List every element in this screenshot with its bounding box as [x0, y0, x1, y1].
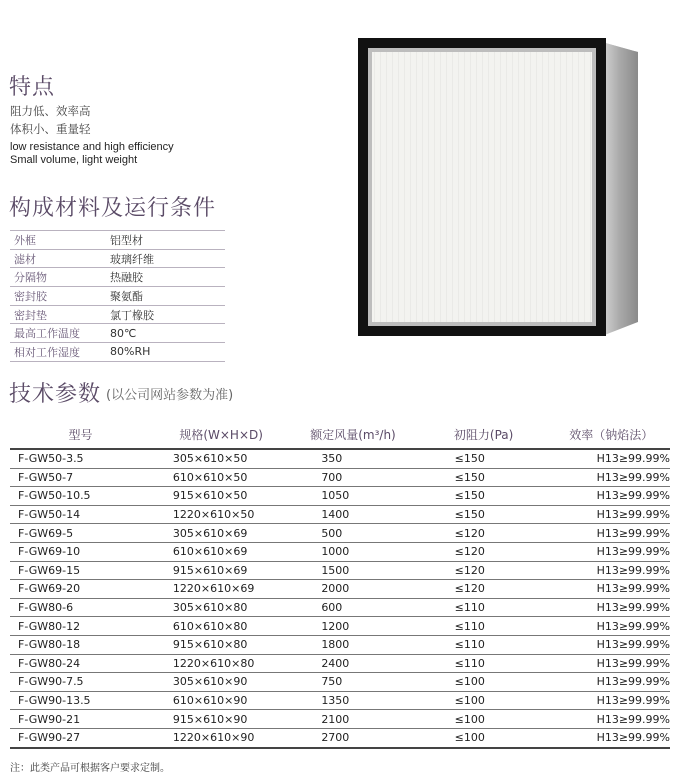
feature-en-line: low resistance and high efficiency	[10, 141, 174, 153]
table-row	[10, 542, 670, 561]
table-row	[10, 561, 670, 580]
table-row	[10, 710, 670, 729]
cell-size: 1220×610×80	[151, 654, 291, 673]
footnote: 注：此类产品可根据客户要求定制。	[10, 763, 170, 774]
material-label: 最高工作温度	[10, 324, 106, 343]
cell-efficiency: H13≥99.99%	[553, 542, 670, 561]
table-row	[10, 598, 670, 617]
tech-heading: 技术参数	[9, 382, 102, 407]
cell-efficiency: H13≥99.99%	[553, 598, 670, 617]
cell-airflow: 700	[291, 468, 414, 487]
table-row	[10, 691, 670, 710]
table-row	[10, 728, 670, 747]
cell-size: 610×610×50	[151, 468, 291, 487]
table-row	[10, 580, 670, 599]
material-label: 密封垫	[10, 305, 106, 324]
cell-efficiency: H13≥99.99%	[553, 691, 670, 710]
materials-row	[10, 249, 225, 268]
cell-size: 305×610×50	[151, 449, 291, 468]
cell-resistance: ≤100	[415, 728, 553, 747]
cell-model: F-GW80-6	[10, 598, 151, 617]
cell-resistance: ≤110	[415, 635, 553, 654]
material-label: 密封胶	[10, 287, 106, 306]
cell-resistance: ≤120	[415, 580, 553, 599]
cell-model: F-GW80-18	[10, 635, 151, 654]
material-value: 80%RH	[106, 343, 225, 362]
materials-row	[10, 268, 225, 287]
material-value: 热融胶	[106, 268, 225, 287]
cell-efficiency: H13≥99.99%	[553, 728, 670, 747]
filter-product-image	[356, 34, 646, 340]
cell-resistance: ≤120	[415, 542, 553, 561]
filter-media	[372, 52, 592, 322]
cell-model: F-GW90-7.5	[10, 673, 151, 692]
table-row	[10, 468, 670, 487]
cell-airflow: 500	[291, 524, 414, 543]
cell-size: 915×610×80	[151, 635, 291, 654]
col-header-efficiency: 效率（钠焰法）	[553, 420, 670, 449]
cell-efficiency: H13≥99.99%	[553, 449, 670, 468]
cell-size: 1220×610×69	[151, 580, 291, 599]
table-row	[10, 524, 670, 543]
material-label: 外框	[10, 231, 106, 250]
cell-resistance: ≤150	[415, 505, 553, 524]
cell-resistance: ≤150	[415, 449, 553, 468]
cell-model: F-GW69-10	[10, 542, 151, 561]
cell-airflow: 2400	[291, 654, 414, 673]
col-header-model: 型号	[10, 420, 151, 449]
feature-cn-line: 阻力低、效率高	[10, 104, 91, 118]
material-label: 相对工作湿度	[10, 343, 106, 362]
cell-efficiency: H13≥99.99%	[553, 561, 670, 580]
cell-model: F-GW50-14	[10, 505, 151, 524]
cell-airflow: 1000	[291, 542, 414, 561]
cell-airflow: 1200	[291, 617, 414, 636]
material-label: 滤材	[10, 249, 106, 268]
materials-heading: 构成材料及运行条件	[9, 196, 217, 221]
cell-model: F-GW50-3.5	[10, 449, 151, 468]
materials-row	[10, 343, 225, 362]
cell-size: 1220×610×90	[151, 728, 291, 747]
material-value: 聚氨酯	[106, 287, 225, 306]
feature-cn-line: 体积小、重量轻	[10, 122, 91, 136]
cell-resistance: ≤150	[415, 487, 553, 506]
cell-efficiency: H13≥99.99%	[553, 524, 670, 543]
cell-airflow: 350	[291, 449, 414, 468]
cell-size: 305×610×90	[151, 673, 291, 692]
cell-airflow: 1050	[291, 487, 414, 506]
tech-note: (以公司网站参数为准)	[106, 388, 234, 403]
cell-efficiency: H13≥99.99%	[553, 673, 670, 692]
cell-efficiency: H13≥99.99%	[553, 710, 670, 729]
cell-model: F-GW80-24	[10, 654, 151, 673]
cell-airflow: 2000	[291, 580, 414, 599]
materials-row	[10, 231, 225, 250]
cell-airflow: 1400	[291, 505, 414, 524]
params-table	[10, 420, 670, 749]
feature-en-line: Small volume, light weight	[10, 154, 138, 166]
cell-airflow: 1800	[291, 635, 414, 654]
cell-model: F-GW90-13.5	[10, 691, 151, 710]
cell-size: 915×610×50	[151, 487, 291, 506]
table-row	[10, 505, 670, 524]
col-header-airflow: 额定风量(m³/h)	[291, 420, 414, 449]
params-header-row	[10, 420, 670, 449]
cell-airflow: 2100	[291, 710, 414, 729]
materials-table	[10, 230, 225, 362]
cell-airflow: 600	[291, 598, 414, 617]
material-value: 80℃	[106, 324, 225, 343]
cell-size: 610×610×69	[151, 542, 291, 561]
cell-resistance: ≤100	[415, 691, 553, 710]
cell-resistance: ≤150	[415, 468, 553, 487]
cell-size: 610×610×90	[151, 691, 291, 710]
cell-efficiency: H13≥99.99%	[553, 468, 670, 487]
col-header-size: 规格(W×H×D)	[151, 420, 291, 449]
cell-model: F-GW90-27	[10, 728, 151, 747]
cell-efficiency: H13≥99.99%	[553, 635, 670, 654]
cell-model: F-GW50-7	[10, 468, 151, 487]
cell-efficiency: H13≥99.99%	[553, 617, 670, 636]
cell-model: F-GW90-21	[10, 710, 151, 729]
cell-model: F-GW80-12	[10, 617, 151, 636]
cell-size: 610×610×80	[151, 617, 291, 636]
materials-row	[10, 324, 225, 343]
cell-size: 305×610×69	[151, 524, 291, 543]
cell-resistance: ≤110	[415, 654, 553, 673]
cell-model: F-GW69-20	[10, 580, 151, 599]
table-row	[10, 673, 670, 692]
materials-row	[10, 287, 225, 306]
cell-efficiency: H13≥99.99%	[553, 505, 670, 524]
material-value: 玻璃纤维	[106, 249, 225, 268]
col-header-resistance: 初阻力(Pa)	[415, 420, 553, 449]
cell-resistance: ≤110	[415, 598, 553, 617]
cell-airflow: 750	[291, 673, 414, 692]
cell-model: F-GW69-5	[10, 524, 151, 543]
material-value: 氯丁橡胶	[106, 305, 225, 324]
table-row	[10, 487, 670, 506]
cell-airflow: 1500	[291, 561, 414, 580]
frame-side-face	[602, 42, 638, 336]
cell-size: 915×610×90	[151, 710, 291, 729]
cell-airflow: 1350	[291, 691, 414, 710]
material-label: 分隔物	[10, 268, 106, 287]
cell-resistance: ≤120	[415, 524, 553, 543]
cell-model: F-GW69-15	[10, 561, 151, 580]
cell-size: 915×610×69	[151, 561, 291, 580]
cell-size: 1220×610×50	[151, 505, 291, 524]
cell-resistance: ≤100	[415, 710, 553, 729]
cell-efficiency: H13≥99.99%	[553, 654, 670, 673]
table-row	[10, 449, 670, 468]
cell-resistance: ≤110	[415, 617, 553, 636]
table-row	[10, 654, 670, 673]
cell-efficiency: H13≥99.99%	[553, 580, 670, 599]
materials-row	[10, 305, 225, 324]
cell-model: F-GW50-10.5	[10, 487, 151, 506]
cell-efficiency: H13≥99.99%	[553, 487, 670, 506]
features-heading: 特点	[9, 75, 56, 100]
cell-size: 305×610×80	[151, 598, 291, 617]
cell-airflow: 2700	[291, 728, 414, 747]
table-row	[10, 635, 670, 654]
cell-resistance: ≤120	[415, 561, 553, 580]
cell-resistance: ≤100	[415, 673, 553, 692]
material-value: 铝型材	[106, 231, 225, 250]
table-row	[10, 617, 670, 636]
